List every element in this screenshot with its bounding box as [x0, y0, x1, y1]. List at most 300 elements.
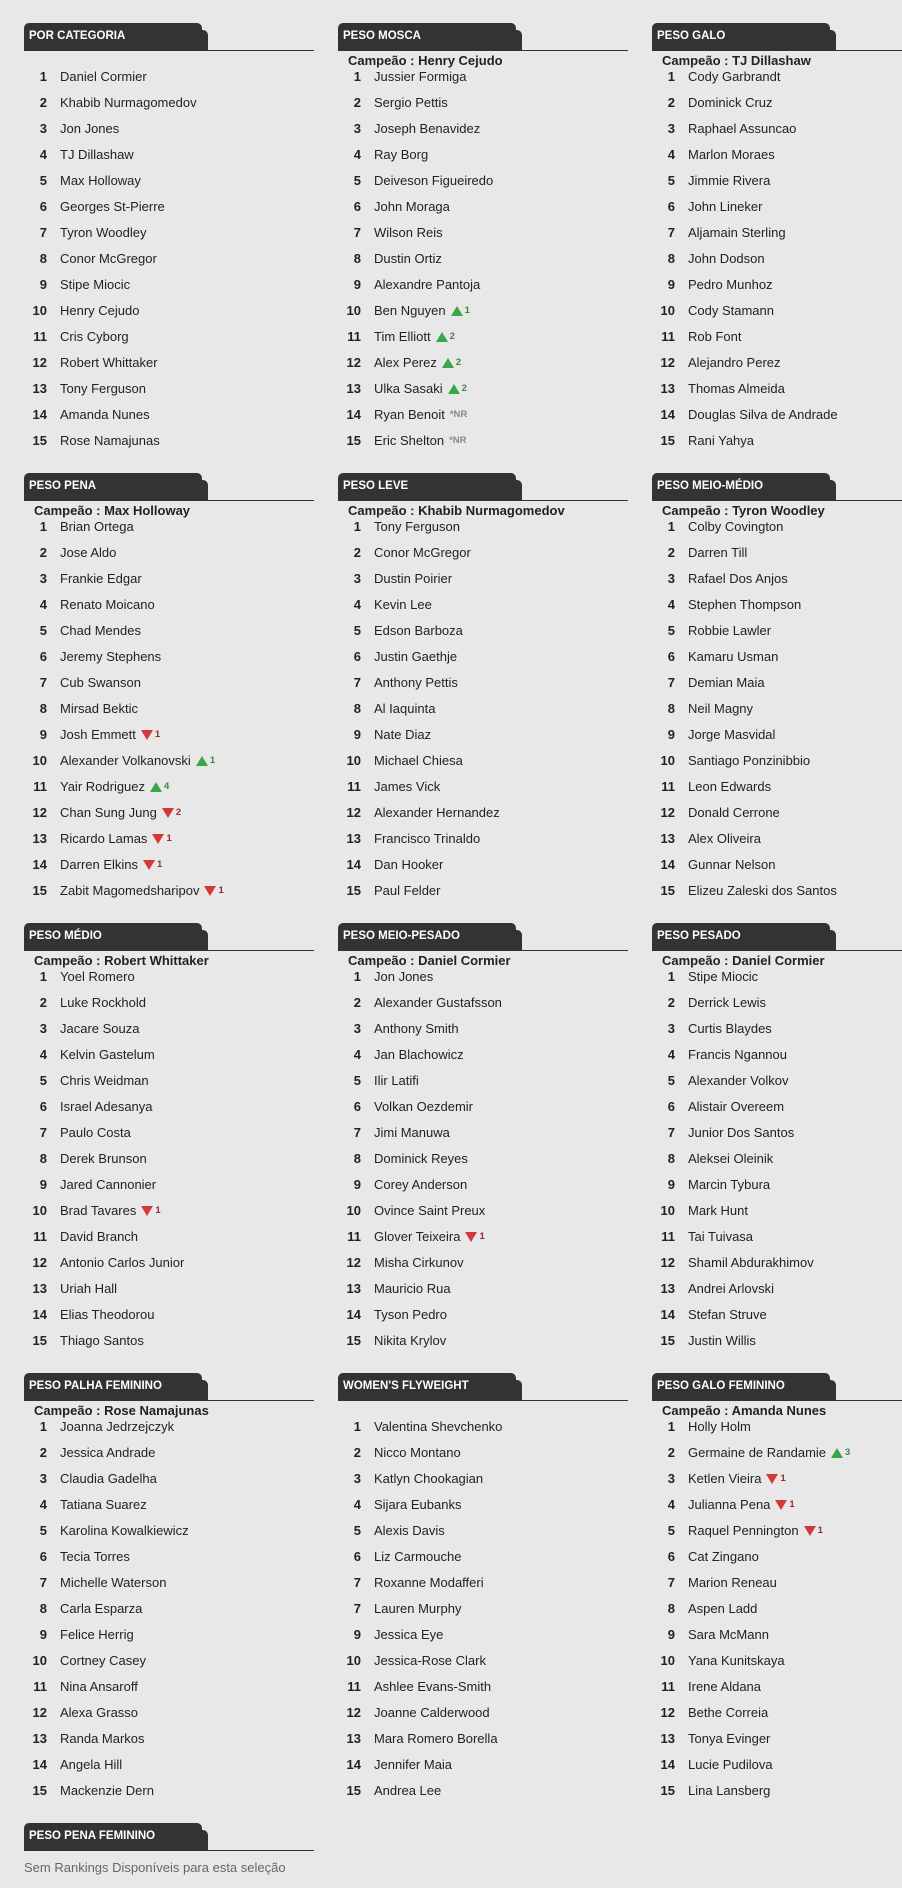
- fighter-name-link[interactable]: Francisco Trinaldo: [374, 831, 481, 846]
- fighter-name-link[interactable]: Anthony Pettis: [374, 675, 458, 690]
- fighter-name-link[interactable]: Joanna Jedrzejczyk: [60, 1419, 175, 1434]
- fighter-name-link[interactable]: Derrick Lewis: [688, 995, 767, 1010]
- ranking-row: [652, 779, 902, 805]
- fighter-name-link[interactable]: TJ Dillashaw: [60, 147, 134, 162]
- fighter-name-link[interactable]: Cat Zingano: [688, 1549, 759, 1564]
- fighter-name-link[interactable]: Sijara Eubanks: [374, 1497, 462, 1512]
- ranking-row: [24, 1679, 314, 1705]
- fighter-name-link[interactable]: Justin Willis: [688, 1333, 756, 1348]
- fighter-name-link[interactable]: Tim Elliott: [374, 329, 431, 344]
- ranking-row: [338, 1653, 628, 1679]
- fighter-name-link[interactable]: Alejandro Perez: [688, 355, 781, 370]
- ranking-row: [652, 571, 902, 597]
- rank-number: 2: [39, 995, 47, 1010]
- ranking-row: [24, 277, 314, 303]
- fighter-name-link[interactable]: Bethe Correia: [688, 1705, 769, 1720]
- rank-change-value: *NR: [449, 409, 468, 420]
- fighter-name-link[interactable]: Alexander Volkanovski: [60, 753, 191, 768]
- rank-number: 2: [667, 1445, 675, 1460]
- fighter-name-link[interactable]: Andrei Arlovski: [688, 1281, 774, 1296]
- category-header: [24, 1823, 314, 1851]
- fighter-name-link[interactable]: Stipe Miocic: [60, 277, 131, 292]
- fighter-name-link[interactable]: Daniel Cormier: [60, 69, 147, 84]
- fighter-name-link[interactable]: Aljamain Sterling: [688, 225, 786, 240]
- fighter-name-link[interactable]: Marion Reneau: [688, 1575, 777, 1590]
- fighter-name-link[interactable]: Douglas Silva de Andrade: [688, 407, 838, 422]
- rank-number: 13: [346, 831, 361, 846]
- fighter-name-link[interactable]: Raquel Pennington: [688, 1523, 799, 1538]
- ranking-row: [338, 1445, 628, 1471]
- category-tab[interactable]: WOMEN'S FLYWEIGHT: [338, 1373, 516, 1400]
- arrow-down-icon: [152, 834, 164, 844]
- fighter-name-link[interactable]: Alex Perez: [374, 355, 437, 370]
- rank-number: 7: [353, 675, 361, 690]
- fighter-name-link[interactable]: Conor McGregor: [374, 545, 471, 560]
- rank-number: 5: [39, 623, 47, 638]
- rank-number: 15: [32, 1783, 47, 1798]
- fighter-name-link[interactable]: Brian Ortega: [60, 519, 134, 534]
- fighter-name-link[interactable]: Alexander Volkov: [688, 1073, 789, 1088]
- rank-number: 2: [667, 995, 675, 1010]
- category-tab[interactable]: PESO PALHA FEMININO: [24, 1373, 202, 1400]
- category-block: [24, 23, 314, 459]
- rank-number: 1: [667, 69, 675, 84]
- fighter-name-link[interactable]: Ovince Saint Preux: [374, 1203, 486, 1218]
- fighter-name-link[interactable]: Tyron Woodley: [60, 225, 147, 240]
- fighter-name-link[interactable]: Paul Felder: [374, 883, 441, 898]
- fighter-name-link[interactable]: Anthony Smith: [374, 1021, 459, 1036]
- fighter-name-link[interactable]: Felice Herrig: [60, 1627, 134, 1642]
- fighter-name-link[interactable]: Glover Teixeira: [374, 1229, 461, 1244]
- fighter-name-link[interactable]: Jared Cannonier: [60, 1177, 157, 1192]
- category-header: [652, 23, 902, 51]
- fighter-name-link[interactable]: Jimmie Rivera: [688, 173, 771, 188]
- fighter-name-link[interactable]: John Dodson: [688, 251, 765, 266]
- ranking-row: [652, 1445, 902, 1471]
- fighter-name-link[interactable]: Aspen Ladd: [688, 1601, 758, 1616]
- fighter-name-link[interactable]: Dustin Ortiz: [374, 251, 442, 266]
- ranking-row: [338, 805, 628, 831]
- fighter-name-link[interactable]: Lina Lansberg: [688, 1783, 771, 1798]
- champion-label: Campeão : Robert Whittaker: [34, 953, 209, 968]
- fighter-name-link[interactable]: Junior Dos Santos: [688, 1125, 795, 1140]
- ranking-row: [338, 1575, 628, 1601]
- ranking-row: [24, 883, 314, 909]
- rank-number: 11: [347, 329, 361, 344]
- champion-label: Campeão : Khabib Nurmagomedov: [348, 503, 565, 518]
- fighter-name-link[interactable]: Cody Garbrandt: [688, 69, 781, 84]
- fighter-name-link[interactable]: Alexa Grasso: [60, 1705, 139, 1720]
- fighter-name-link[interactable]: Tony Ferguson: [374, 519, 460, 534]
- fighter-name-link[interactable]: Jose Aldo: [60, 545, 117, 560]
- fighter-name-link[interactable]: Yana Kunitskaya: [688, 1653, 785, 1668]
- fighter-name-link[interactable]: Eric Shelton: [374, 433, 445, 448]
- ranking-row: [652, 1281, 902, 1307]
- fighter-name-link[interactable]: Alex Oliveira: [688, 831, 761, 846]
- fighter-name-link[interactable]: Curtis Blaydes: [688, 1021, 772, 1036]
- fighter-name-link[interactable]: Claudia Gadelha: [60, 1471, 157, 1486]
- ranking-row: [24, 173, 314, 199]
- ranking-row: [338, 1229, 628, 1255]
- fighter-name-link[interactable]: Conor McGregor: [60, 251, 157, 266]
- fighter-name-link[interactable]: Cub Swanson: [60, 675, 141, 690]
- ranking-row: [338, 1679, 628, 1705]
- fighter-name-link[interactable]: Max Holloway: [60, 173, 141, 188]
- fighter-name-link[interactable]: Rose Namajunas: [60, 433, 160, 448]
- fighter-name-link[interactable]: Germaine de Randamie: [688, 1445, 827, 1460]
- fighter-name-link[interactable]: Jessica Eye: [374, 1627, 444, 1642]
- fighter-name-link[interactable]: Irene Aldana: [688, 1679, 762, 1694]
- fighter-name-link[interactable]: Colby Covington: [688, 519, 784, 534]
- fighter-name-link[interactable]: Shamil Abdurakhimov: [688, 1255, 814, 1270]
- fighter-name-link[interactable]: Donald Cerrone: [688, 805, 780, 820]
- ranking-row: [24, 329, 314, 355]
- fighter-name-link[interactable]: Leon Edwards: [688, 779, 772, 794]
- category-tab[interactable]: PESO MOSCA: [338, 23, 516, 50]
- fighter-name-link[interactable]: John Moraga: [374, 199, 450, 214]
- category-tab[interactable]: PESO PESADO: [652, 923, 830, 950]
- ranking-row: [652, 969, 902, 995]
- fighter-name-link[interactable]: Lauren Murphy: [374, 1601, 462, 1616]
- fighter-name-link[interactable]: Tecia Torres: [60, 1549, 130, 1564]
- category-tab[interactable]: PESO PENA: [24, 473, 202, 500]
- category-tab[interactable]: PESO PENA FEMININO: [24, 1823, 202, 1850]
- fighter-name-link[interactable]: Mirsad Bektic: [60, 701, 139, 716]
- fighter-name-link[interactable]: Cortney Casey: [60, 1653, 146, 1668]
- category-tab[interactable]: PESO MEIO-PESADO: [338, 923, 516, 950]
- fighter-name-link[interactable]: Chad Mendes: [60, 623, 141, 638]
- ranking-row: [652, 545, 902, 571]
- fighter-name-link[interactable]: Nicco Montano: [374, 1445, 461, 1460]
- fighter-name-link[interactable]: Ashlee Evans-Smith: [374, 1679, 492, 1694]
- rank-number: 4: [39, 1047, 47, 1062]
- rank-number: 13: [32, 1281, 47, 1296]
- fighter-name-link[interactable]: Ricardo Lamas: [60, 831, 148, 846]
- category-tab[interactable]: PESO MEIO-MÉDIO: [652, 473, 830, 500]
- ranking-list: [338, 519, 628, 909]
- fighter-name-link[interactable]: Henry Cejudo: [60, 303, 140, 318]
- ranking-row: [652, 355, 902, 381]
- fighter-name-link[interactable]: Darren Till: [688, 545, 748, 560]
- fighter-name-link[interactable]: Alexander Gustafsson: [374, 995, 502, 1010]
- fighter-name-link[interactable]: Tony Ferguson: [60, 381, 146, 396]
- fighter-name-link[interactable]: Stipe Miocic: [688, 969, 759, 984]
- fighter-name-link[interactable]: Edson Barboza: [374, 623, 463, 638]
- rank-number: 6: [667, 649, 675, 664]
- fighter-name-link[interactable]: Tonya Evinger: [688, 1731, 771, 1746]
- arrow-up-icon: [831, 1448, 843, 1458]
- fighter-name-link[interactable]: Roxanne Modafferi: [374, 1575, 484, 1590]
- fighter-name-link[interactable]: Robert Whittaker: [60, 355, 158, 370]
- rank-number: 12: [32, 1255, 47, 1270]
- rank-number: 1: [353, 69, 361, 84]
- ranking-row: [652, 381, 902, 407]
- ranking-row: [338, 69, 628, 95]
- fighter-name-link[interactable]: Francis Ngannou: [688, 1047, 787, 1062]
- rank-change-value: 1: [780, 1473, 786, 1484]
- rank-number: 11: [33, 1679, 47, 1694]
- rank-number: 9: [667, 1627, 675, 1642]
- fighter-name-link[interactable]: Mark Hunt: [688, 1203, 748, 1218]
- rank-number: 10: [346, 303, 361, 318]
- fighter-name-link[interactable]: Jon Jones: [60, 121, 120, 136]
- rank-change-value: *NR: [449, 435, 467, 446]
- ranking-row: [652, 1549, 902, 1575]
- ranking-row: [338, 649, 628, 675]
- fighter-name-link[interactable]: Mackenzie Dern: [60, 1783, 154, 1798]
- rank-number: 15: [32, 883, 47, 898]
- rank-change-value: 1: [464, 305, 470, 316]
- fighter-name-link[interactable]: Kamaru Usman: [688, 649, 779, 664]
- fighter-name-link[interactable]: Stephen Thompson: [688, 597, 802, 612]
- ranking-row: [652, 1099, 902, 1125]
- fighter-name-link[interactable]: Georges St-Pierre: [60, 199, 165, 214]
- ranking-row: [338, 1783, 628, 1809]
- fighter-name-link[interactable]: Elias Theodorou: [60, 1307, 155, 1322]
- ranking-list: [652, 519, 902, 909]
- fighter-name-link[interactable]: Ray Borg: [374, 147, 429, 162]
- rank-number: 10: [346, 1203, 361, 1218]
- ranking-row: [652, 1307, 902, 1333]
- fighter-name-link[interactable]: Yoel Romero: [60, 969, 135, 984]
- fighter-name-link[interactable]: Israel Adesanya: [60, 1099, 153, 1114]
- fighter-name-link[interactable]: Julianna Pena: [688, 1497, 771, 1512]
- fighter-name-link[interactable]: Pedro Munhoz: [688, 277, 773, 292]
- ranking-row: [338, 1757, 628, 1783]
- fighter-name-link[interactable]: Brad Tavares: [60, 1203, 137, 1218]
- rank-number: 12: [346, 1255, 361, 1270]
- ranking-row: [652, 1177, 902, 1203]
- fighter-name-link[interactable]: David Branch: [60, 1229, 139, 1244]
- fighter-name-link[interactable]: Joanne Calderwood: [374, 1705, 490, 1720]
- rank-number: 6: [353, 1099, 361, 1114]
- rank-number: 7: [353, 1575, 361, 1590]
- fighter-name-link[interactable]: Michelle Waterson: [60, 1575, 167, 1590]
- fighter-name-link[interactable]: Jimi Manuwa: [374, 1125, 450, 1140]
- fighter-name-link[interactable]: Dominick Reyes: [374, 1151, 468, 1166]
- fighter-name-link[interactable]: John Lineker: [688, 199, 763, 214]
- fighter-name-link[interactable]: Ketlen Vieira: [688, 1471, 762, 1486]
- ranking-row: [652, 407, 902, 433]
- fighter-name-link[interactable]: Mauricio Rua: [374, 1281, 451, 1296]
- ranking-row: [652, 1705, 902, 1731]
- fighter-name-link[interactable]: Elizeu Zaleski dos Santos: [688, 883, 837, 898]
- rank-number: 12: [660, 1255, 675, 1270]
- fighter-name-link[interactable]: Paulo Costa: [60, 1125, 131, 1140]
- fighter-name-link[interactable]: Renato Moicano: [60, 597, 155, 612]
- fighter-name-link[interactable]: Jessica Andrade: [60, 1445, 156, 1460]
- fighter-name-link[interactable]: Sergio Pettis: [374, 95, 448, 110]
- rank-number: 8: [667, 701, 675, 716]
- fighter-name-link[interactable]: Carla Esparza: [60, 1601, 143, 1616]
- fighter-name-link[interactable]: Antonio Carlos Junior: [60, 1255, 185, 1270]
- category-tab[interactable]: PESO GALO FEMININO: [652, 1373, 830, 1400]
- arrow-down-icon: [141, 1206, 153, 1216]
- fighter-name-link[interactable]: Joseph Benavidez: [374, 121, 481, 136]
- fighter-name-link[interactable]: Ilir Latifi: [374, 1073, 419, 1088]
- fighter-name-link[interactable]: Misha Cirkunov: [374, 1255, 464, 1270]
- rank-number: 15: [660, 1783, 675, 1798]
- fighter-name-link[interactable]: Jussier Formiga: [374, 69, 467, 84]
- fighter-name-link[interactable]: Demian Maia: [688, 675, 765, 690]
- fighter-name-link[interactable]: Valentina Shevchenko: [374, 1419, 503, 1434]
- rank-number: 8: [353, 701, 361, 716]
- fighter-name-link[interactable]: Robbie Lawler: [688, 623, 772, 638]
- ranking-row: [24, 727, 314, 753]
- rank-number: 13: [346, 381, 361, 396]
- rank-number: 9: [667, 1177, 675, 1192]
- arrow-down-icon: [162, 808, 174, 818]
- fighter-name-link[interactable]: Jan Blachowicz: [374, 1047, 464, 1062]
- fighter-name-link[interactable]: Mara Romero Borella: [374, 1731, 498, 1746]
- fighter-name-link[interactable]: Kevin Lee: [374, 597, 432, 612]
- fighter-name-link[interactable]: Tai Tuivasa: [688, 1229, 754, 1244]
- fighter-name-link[interactable]: Nina Ansaroff: [60, 1679, 138, 1694]
- rank-number: 14: [32, 1307, 47, 1322]
- fighter-name-link[interactable]: Cris Cyborg: [60, 329, 129, 344]
- fighter-name-link[interactable]: Kelvin Gastelum: [60, 1047, 155, 1062]
- fighter-name-link[interactable]: Sara McMann: [688, 1627, 769, 1642]
- fighter-name-link[interactable]: Santiago Ponzinibbio: [688, 753, 811, 768]
- ranking-row: [338, 545, 628, 571]
- fighter-name-link[interactable]: Cody Stamann: [688, 303, 774, 318]
- ranking-row: [338, 1073, 628, 1099]
- fighter-name-link[interactable]: Neil Magny: [688, 701, 754, 716]
- fighter-name-link[interactable]: Jeremy Stephens: [60, 649, 162, 664]
- rank-change: [766, 1471, 785, 1487]
- fighter-name-link[interactable]: Jennifer Maia: [374, 1757, 453, 1772]
- rank-number: 5: [39, 173, 47, 188]
- category-tab[interactable]: PESO LEVE: [338, 473, 516, 500]
- fighter-name-link[interactable]: Raphael Assuncao: [688, 121, 797, 136]
- fighter-name-link[interactable]: Randa Markos: [60, 1731, 145, 1746]
- fighter-name-link[interactable]: Angela Hill: [60, 1757, 123, 1772]
- fighter-name-link[interactable]: Thomas Almeida: [688, 381, 785, 396]
- fighter-name-link[interactable]: Corey Anderson: [374, 1177, 468, 1192]
- rank-number: 4: [667, 147, 675, 162]
- fighter-name-link[interactable]: Katlyn Chookagian: [374, 1471, 484, 1486]
- fighter-name-link[interactable]: Rani Yahya: [688, 433, 755, 448]
- ranking-row: [24, 381, 314, 407]
- ranking-row: [338, 1705, 628, 1731]
- fighter-name-link[interactable]: Thiago Santos: [60, 1333, 144, 1348]
- fighter-name-link[interactable]: Marlon Moraes: [688, 147, 775, 162]
- fighter-name-link[interactable]: Ryan Benoit: [374, 407, 445, 422]
- rank-number: 12: [660, 1705, 675, 1720]
- fighter-name-link[interactable]: Dustin Poirier: [374, 571, 453, 586]
- ranking-row: [24, 355, 314, 381]
- fighter-name-link[interactable]: Uriah Hall: [60, 1281, 118, 1296]
- category-tab[interactable]: POR CATEGORIA: [24, 23, 202, 50]
- champion-label: Campeão : TJ Dillashaw: [662, 53, 811, 68]
- fighter-name-link[interactable]: Alexander Hernandez: [374, 805, 500, 820]
- fighter-name-link[interactable]: Andrea Lee: [374, 1783, 442, 1798]
- ranking-row: [338, 571, 628, 597]
- fighter-name-link[interactable]: Nikita Krylov: [374, 1333, 447, 1348]
- rank-change: [449, 433, 466, 449]
- fighter-name-link[interactable]: Jon Jones: [374, 969, 434, 984]
- rank-change-value: 1: [479, 1231, 485, 1242]
- fighter-name-link[interactable]: Marcin Tybura: [688, 1177, 771, 1192]
- fighter-name-link[interactable]: Chris Weidman: [60, 1073, 149, 1088]
- fighter-name-link[interactable]: Rob Font: [688, 329, 742, 344]
- fighter-name-link[interactable]: Alexis Davis: [374, 1523, 445, 1538]
- fighter-name-link[interactable]: Al Iaquinta: [374, 701, 436, 716]
- fighter-name-link[interactable]: Amanda Nunes: [60, 407, 150, 422]
- fighter-name-link[interactable]: Stefan Struve: [688, 1307, 767, 1322]
- fighter-name-link[interactable]: Yair Rodriguez: [60, 779, 146, 794]
- fighter-name-link[interactable]: Josh Emmett: [60, 727, 136, 742]
- fighter-name-link[interactable]: Aleksei Oleinik: [688, 1151, 774, 1166]
- rank-number: 3: [353, 571, 361, 586]
- ranking-row: [652, 1047, 902, 1073]
- rank-number: 1: [353, 969, 361, 984]
- fighter-name-link[interactable]: Nate Diaz: [374, 727, 432, 742]
- category-block: [24, 473, 314, 909]
- rank-number: 15: [346, 1333, 361, 1348]
- ranking-row: [338, 995, 628, 1021]
- fighter-name-link[interactable]: Frankie Edgar: [60, 571, 142, 586]
- rank-number: 1: [39, 1419, 47, 1434]
- fighter-name-link[interactable]: Tatiana Suarez: [60, 1497, 147, 1512]
- fighter-name-link[interactable]: Chan Sung Jung: [60, 805, 157, 820]
- fighter-name-link[interactable]: Deiveson Figueiredo: [374, 173, 494, 188]
- fighter-name-link[interactable]: Dominick Cruz: [688, 95, 773, 110]
- fighter-name-link[interactable]: James Vick: [374, 779, 441, 794]
- ranking-row: [24, 519, 314, 545]
- fighter-name-link[interactable]: Zabit Magomedsharipov: [60, 883, 200, 898]
- fighter-name-link[interactable]: Luke Rockhold: [60, 995, 146, 1010]
- fighter-name-link[interactable]: Jessica-Rose Clark: [374, 1653, 486, 1668]
- fighter-name-link[interactable]: Karolina Kowalkiewicz: [60, 1523, 189, 1538]
- fighter-name-link[interactable]: Justin Gaethje: [374, 649, 458, 664]
- fighter-name-link[interactable]: Volkan Oezdemir: [374, 1099, 473, 1114]
- fighter-name-link[interactable]: Michael Chiesa: [374, 753, 463, 768]
- category-tab[interactable]: PESO GALO: [652, 23, 830, 50]
- rank-change-value: 1: [789, 1499, 795, 1510]
- rank-number: 8: [39, 251, 47, 266]
- rank-number: 6: [39, 199, 47, 214]
- category-tab[interactable]: PESO MÉDIO: [24, 923, 202, 950]
- fighter-name-link[interactable]: Gunnar Nelson: [688, 857, 776, 872]
- rank-change: [831, 1445, 850, 1461]
- ranking-row: [338, 1627, 628, 1653]
- fighter-name-link[interactable]: Ben Nguyen: [374, 303, 446, 318]
- fighter-name-link[interactable]: Jorge Masvidal: [688, 727, 776, 742]
- fighter-name-link[interactable]: Dan Hooker: [374, 857, 444, 872]
- ranking-row: [652, 1679, 902, 1705]
- fighter-name-link[interactable]: Rafael Dos Anjos: [688, 571, 788, 586]
- fighter-name-link[interactable]: Jacare Souza: [60, 1021, 140, 1036]
- fighter-name-link[interactable]: Ulka Sasaki: [374, 381, 443, 396]
- rank-number: 2: [353, 95, 361, 110]
- fighter-name-link[interactable]: Wilson Reis: [374, 225, 443, 240]
- rank-number: 5: [353, 173, 361, 188]
- fighter-name-link[interactable]: Holly Holm: [688, 1419, 751, 1434]
- fighter-name-link[interactable]: Liz Carmouche: [374, 1549, 462, 1564]
- rank-number: 13: [346, 1731, 361, 1746]
- fighter-name-link[interactable]: Khabib Nurmagomedov: [60, 95, 197, 110]
- champion-label: Campeão : Daniel Cormier: [662, 953, 825, 968]
- ranking-row: [652, 251, 902, 277]
- ranking-row: [338, 381, 628, 407]
- fighter-name-link[interactable]: Alistair Overeem: [688, 1099, 785, 1114]
- fighter-name-link[interactable]: Alexandre Pantoja: [374, 277, 481, 292]
- fighter-name-link[interactable]: Darren Elkins: [60, 857, 139, 872]
- fighter-name-link[interactable]: Lucie Pudilova: [688, 1757, 773, 1772]
- fighter-name-link[interactable]: Derek Brunson: [60, 1151, 147, 1166]
- fighter-name-link[interactable]: Tyson Pedro: [374, 1307, 447, 1322]
